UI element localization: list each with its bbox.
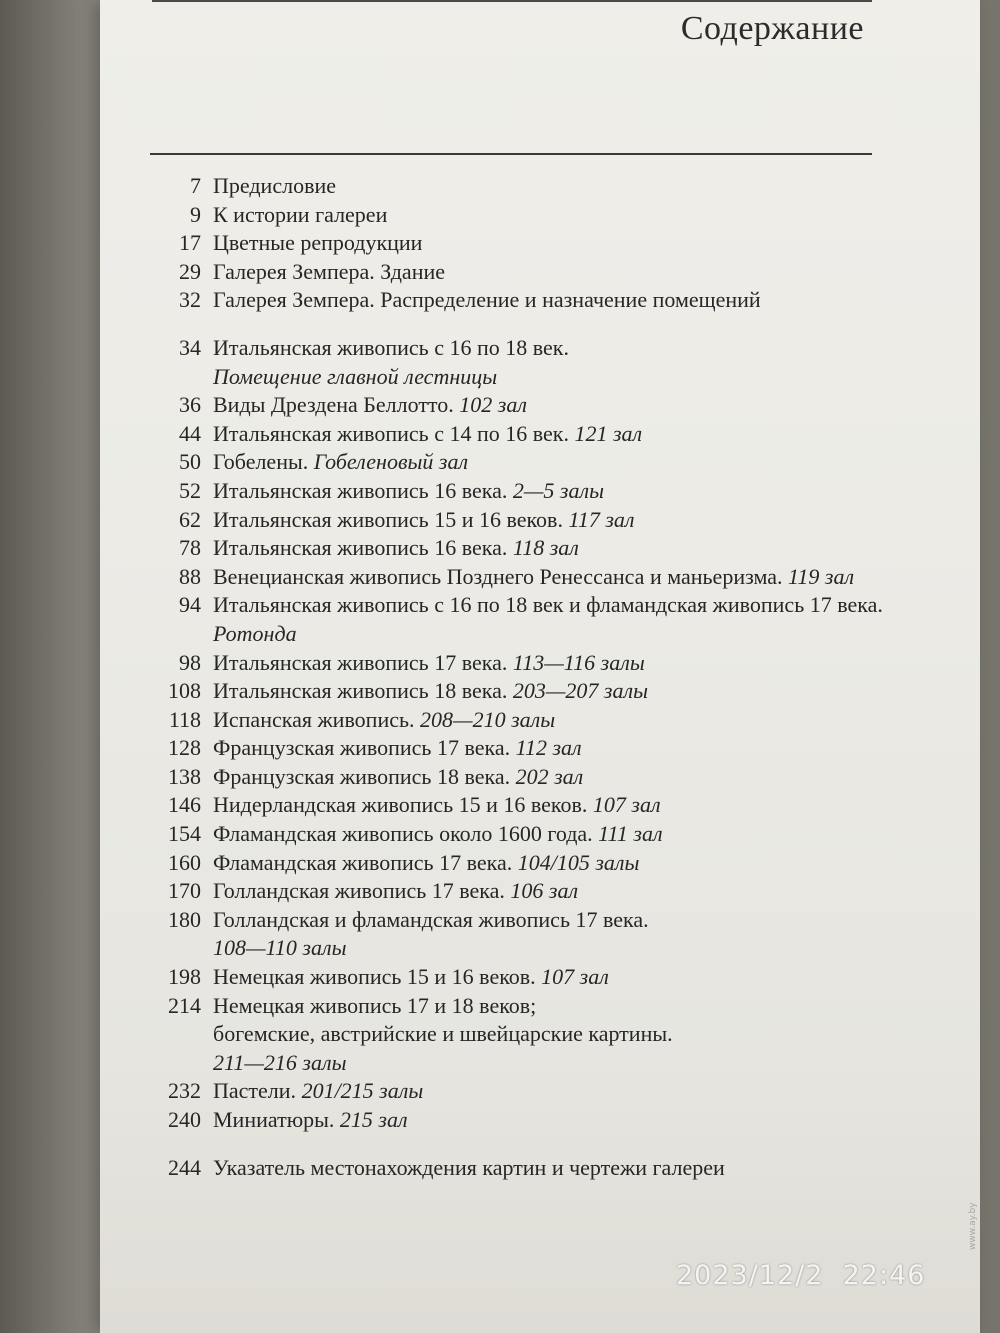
toc-page-number: 232 [168,1078,201,1104]
toc-entry-title [213,591,933,648]
toc-entry-title [213,201,933,230]
toc-room-label: 107 зал [541,964,609,990]
toc-entry [100,201,980,230]
toc-room-label: 2—5 залы [512,477,604,503]
toc-entry-title [213,286,933,315]
toc-entry [100,391,980,420]
toc-entry [100,448,980,477]
toc-page-number: 29 [179,258,201,284]
table-of-contents [100,172,980,1182]
toc-entry [100,791,980,820]
toc-section-text: Немецкая живопись 15 и 16 веков. [213,964,542,990]
toc-section-text: Французская живопись 17 века. [213,735,516,761]
toc-page-number: 78 [179,535,201,561]
toc-entry-title [213,448,933,477]
toc-entry [100,877,980,906]
toc-section-text: Итальянская живопись с 16 по 18 век и фламандская живопись 17 века. [213,592,883,618]
toc-page-number: 180 [168,906,201,932]
toc-section-text: Указатель местонахождения картин и чертежи галереи [213,1154,725,1180]
toc-entry [100,820,980,849]
toc-room-label: 202 зал [515,763,584,789]
toc-page-number: 154 [168,821,201,847]
toc-entry-title [213,334,933,391]
toc-page-number: 138 [168,763,201,789]
toc-section-text: Итальянская живопись 16 века. [213,535,513,561]
toc-page-number: 214 [168,992,201,1018]
toc-entry-title [213,677,933,706]
toc-room-label: 111 зал [598,821,663,847]
toc-entry [100,506,980,535]
toc-entry [100,677,980,706]
toc-entry-title [213,820,933,849]
toc-entry-title [213,706,933,735]
toc-page-number: 44 [179,420,201,446]
toc-section-text: Итальянская живопись 17 века. [213,649,513,675]
toc-entry-title [213,477,933,506]
toc-section-text: Голландская и фламандская живопись 17 века. [213,906,649,932]
toc-entry [100,420,980,449]
toc-room-label: Гобеленовый зал [313,449,469,475]
toc-entry [100,1106,980,1135]
toc-entry [100,591,980,648]
toc-page-number: 98 [179,649,201,675]
toc-section-text: Фламандская живопись около 1600 года. [213,821,599,847]
toc-page-number: 32 [179,287,201,313]
toc-page-number: 108 [168,678,201,704]
toc-page-number: 52 [179,477,201,503]
toc-entry [100,906,980,963]
toc-entry-title [213,420,933,449]
toc-entry-title [213,992,933,1078]
toc-section-text: Предисловие [213,173,336,198]
toc-page-number: 128 [168,735,201,761]
toc-room-label: Помещение главной лестницы [213,363,498,389]
toc-page-number: 17 [179,230,201,256]
toc-room-label: 121 зал [574,420,643,446]
toc-entry [100,563,980,592]
toc-section-text: Виды Дрездена Беллотто. [213,392,460,418]
toc-entry [100,1077,980,1106]
toc-section-text: Французская живопись 18 века. [213,763,516,789]
toc-room-label: Ротонда [213,620,297,646]
toc-section-text: Галерея Земпера. Распределение и назначение помещений [213,287,761,313]
toc-entry [100,334,980,391]
toc-page-number: 62 [179,506,201,532]
toc-room-label: 117 зал [568,506,635,532]
toc-section-text: Гобелены. [213,449,314,475]
toc-entry [100,734,980,763]
toc-section-text: Итальянская живопись с 14 по 16 век. [213,420,575,446]
toc-entry [100,229,980,258]
toc-room-label: 112 зал [515,735,582,761]
toc-page-number: 50 [179,449,201,475]
toc-section-text: Галерея Земпера. Здание [213,258,446,284]
toc-page-number: 244 [168,1154,201,1180]
toc-room-label: 211—216 залы [213,1049,347,1075]
toc-section-text: Цветные репродукции [213,230,423,256]
toc-room-label: 113—116 залы [512,649,645,675]
toc-entry [100,992,980,1078]
toc-page-number: 170 [168,878,201,904]
toc-entry [100,534,980,563]
toc-entry-title [213,763,933,792]
toc-page-number: 240 [168,1107,201,1132]
toc-entry-title [213,1106,933,1135]
toc-room-label: 107 зал [592,792,661,818]
toc-section-text: Венецианская живопись Позднего Ренессанса и маньеризма. [213,563,789,589]
toc-page-number: 118 [168,706,201,732]
toc-entry-title [213,649,933,678]
toc-entry-title [213,563,933,592]
toc-page-number: 34 [179,334,201,360]
toc-page-number: 36 [179,392,201,418]
toc-section-text: Фламандская живопись 17 века. [213,849,518,875]
toc-room-label: 208—210 залы [420,706,556,732]
book-page [100,0,980,1333]
toc-page-number: 146 [168,792,201,818]
photo-timestamp: 2023/12/2 22:46 [676,1260,926,1291]
toc-page-number: 88 [179,563,201,589]
toc-entry-title [213,963,933,992]
toc-section-text: Миниатюры. [213,1107,340,1132]
toc-entry-title [213,1077,933,1106]
toc-section-text: Испанская живопись. [213,706,421,732]
toc-section-text: К истории галереи [213,201,388,227]
toc-section-text: Итальянская живопись с 16 по 18 век. [213,334,569,360]
toc-page-number: 7 [190,173,201,198]
toc-room-label: 203—207 залы [512,678,648,704]
toc-room-label: 104/105 залы [517,849,640,875]
toc-entry-title [213,172,933,201]
toc-entry-title [213,258,933,287]
toc-entry-title [213,391,933,420]
toc-section-text: Нидерландская живопись 15 и 16 веков. [213,792,593,818]
toc-page-number: 160 [168,849,201,875]
toc-entry-title [213,734,933,763]
toc-room-label: 102 зал [459,392,527,418]
toc-entry [100,258,980,287]
toc-entry [100,286,980,315]
toc-entry-title [213,1154,933,1183]
toc-section-text: Итальянская живопись 15 и 16 веков. [213,506,569,532]
toc-entry-title [213,229,933,258]
toc-entry-title [213,849,933,878]
toc-entry [100,849,980,878]
toc-section-text: Голландская живопись 17 века. [213,878,511,904]
toc-entry [100,649,980,678]
toc-entry [100,1154,980,1183]
watermark: www.ay.by [968,1202,978,1250]
toc-room-label: 119 зал [788,563,855,589]
top-rule [152,0,872,2]
toc-entry [100,477,980,506]
toc-entry [100,706,980,735]
toc-section-text: Пастели. [213,1078,302,1104]
header-rule [150,153,872,155]
toc-room-label: 106 зал [510,878,579,904]
toc-entry-title [213,791,933,820]
toc-page-number: 94 [179,592,201,618]
toc-room-label: 215 зал [339,1107,408,1132]
toc-section-text: богемские, австрийские и швейцарские картины. [213,1021,673,1047]
toc-section-text: Немецкая живопись 17 и 18 веков; [213,992,537,1018]
toc-entry [100,172,980,201]
toc-entry-title [213,534,933,563]
toc-room-label: 118 зал [512,535,579,561]
toc-entry-title [213,877,933,906]
toc-entry-title [213,906,933,963]
toc-entry-title [213,506,933,535]
toc-page-number: 9 [190,201,201,227]
toc-room-label: 201/215 залы [301,1078,424,1104]
page-title: Содержание [680,10,864,47]
toc-section-text: Итальянская живопись 18 века. [213,678,513,704]
toc-room-label: 108—110 залы [213,935,347,961]
toc-entry [100,763,980,792]
toc-section-text: Итальянская живопись 16 века. [213,477,513,503]
toc-page-number: 198 [168,964,201,990]
toc-entry [100,963,980,992]
